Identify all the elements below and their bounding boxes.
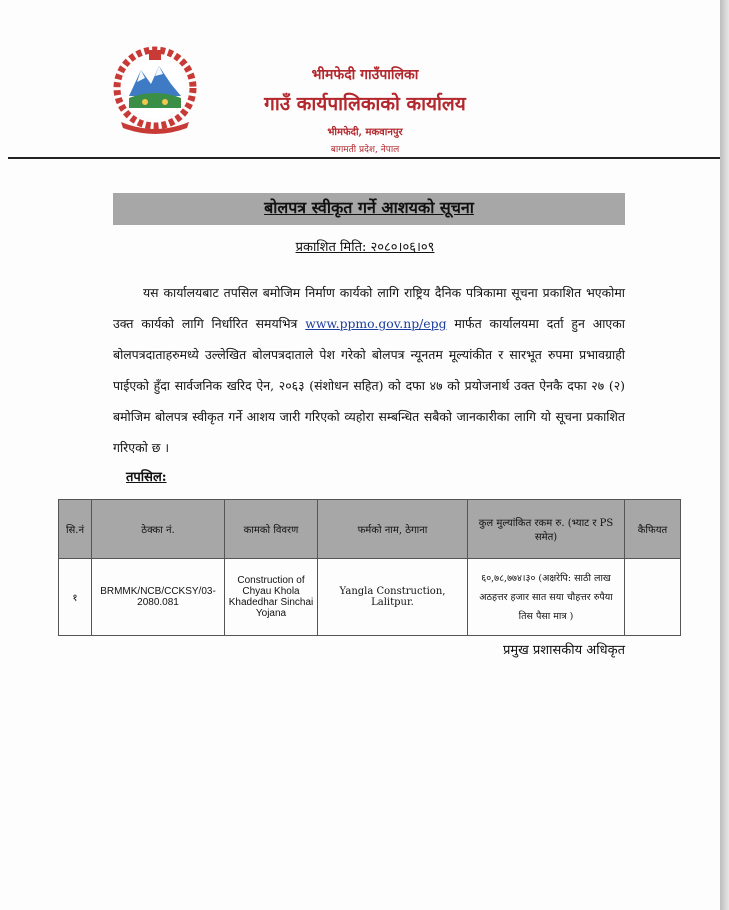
signatory-title: प्रमुख प्रशासकीय अधिकृत [502, 643, 625, 658]
notice-title: बोलपत्र स्वीकृत गर्ने आशयको सूचना [264, 198, 474, 217]
office-location: भीमफेदी, मकवानपुर [327, 127, 403, 138]
cell-evaluated-amount: ६०,७८,७७४।३० (अक्षरेपि: साठी लाख अठहत्तर हजार सात सया चौहत्तर रुपैया तिस पैसा मात्र ) [468, 559, 625, 636]
cell-contract-no: BRMMK/NCB/CCKSY/03-2080.081 [92, 559, 225, 636]
schedule-label: तपसिल: [126, 470, 167, 485]
province-country: बागमती प्रदेश, नेपाल [330, 145, 400, 155]
cell-serial: १ [59, 559, 92, 636]
cell-firm-name: Yangla Construction, Lalitpur. [318, 559, 468, 636]
office-name: गाउँ कार्यपालिकाको कार्यालय [264, 93, 466, 115]
award-table [58, 499, 681, 636]
cell-remarks [625, 559, 681, 636]
header-divider [8, 157, 722, 159]
body-text-after-link: मार्फत कार्यालयमा दर्ता हुन आएका बोलपत्रदाताहरुमध्ये उल्लेखित बोलपत्रदाताले पेश गरेको बोलपत्र न्यूनतम मूल्यांकीत र सारभूत रुपमा प्रभावग्राही पाईएको हुँदा सार्वजनिक खरिद ऐन, २०६३ (संशोधन सहित) को दफा ४७ को प्रयोजनार्थ उक्त ऐनकै दफा २७ (२) बमोजिम बोलपत्र स्वीकृत गर्ने आशय जारी गरिएको व्यहोरा सम्बन्धित सबैको जानकारीका लागि यो सूचना प्रकाशित गरिएको छ । [113, 316, 625, 455]
municipality-name: भीमफेदी गाउँपालिका [311, 67, 419, 83]
cell-work-description: Construction of Chyau Khola Khadedhar Sinchai Yojana [225, 559, 318, 636]
col-evaluated-amount: कुल मुल्यांकित रकम रु. (भ्याट र PS समेत) [468, 500, 625, 559]
ppmo-link[interactable]: www.ppmo.gov.np/epg [305, 316, 447, 331]
table-header-row [59, 500, 681, 559]
nepal-emblem-icon [107, 44, 203, 136]
col-firm-name: फर्मको नाम, ठेगाना [318, 500, 468, 559]
published-date: प्रकाशित मिति: २०८०।०६।०९ [295, 240, 435, 255]
col-serial: सि.नं [59, 500, 92, 559]
col-work-description: कामको विवरण [225, 500, 318, 559]
col-remarks: कैफियत [625, 500, 681, 559]
table-row [59, 559, 681, 636]
col-contract-no: ठेक्का नं. [92, 500, 225, 559]
page-edge-shadow [720, 0, 729, 910]
notice-body [113, 277, 625, 463]
body-text-before-link: यस कार्यालयबाट तपसिल बमोजिम निर्माण कार्यको लागि राष्ट्रिय दैनिक पत्रिकामा सूचना प्रकाशित भएकोमा उक्त कार्यको लागि निर्धारित समयभित्र [113, 285, 625, 331]
